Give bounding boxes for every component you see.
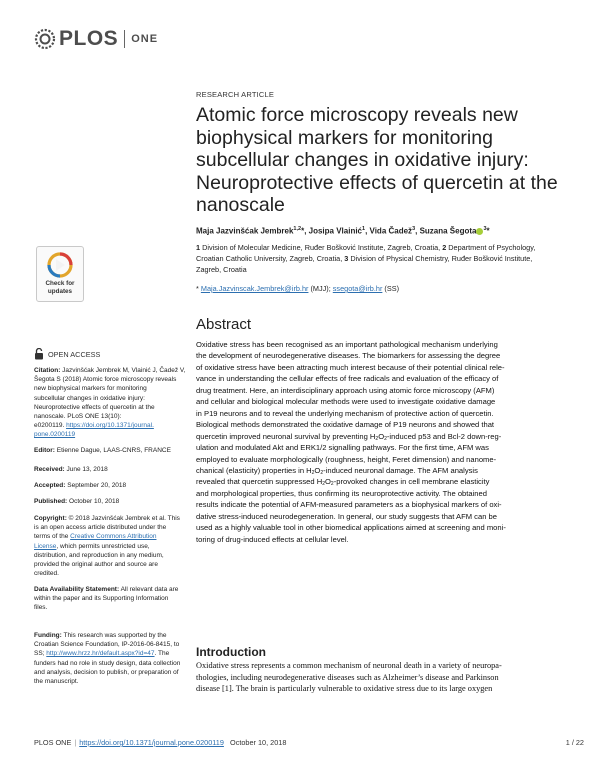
check-updates-icon [47,252,73,278]
title-line: Neuroprotective effects of quercetin at the [196,171,558,194]
author-list: Maja Jazvinšćak Jembrek$^{1,2}$*, Josipa Vlainić$^1$, Vida Čadež$^3$, Suzana Šegota $^3$* [196,226,490,236]
email-owner: (SS) [384,284,399,293]
citation-line: Šegota S (2018) Atomic force microscopy reveals [34,376,177,384]
accepted-date [34,481,180,490]
abstract-line: the development of neurodegenerative diseases. The biomarkers for assessing the degree [196,351,501,361]
copyright-line: provided the original author and source are [34,561,158,569]
author-affil-sup: 3 [412,226,416,232]
abstract-line: and morphological properties, thus confirming its neuroprotective activity. The obtained [196,488,487,498]
author-affil-sup: 1 [362,226,366,232]
abstract-line: ulation and modulated Akt and ERK1/2 signalling pathways. For the first time, AFM was [196,443,489,453]
intro-line: thologies, including neurodegenerative diseases such as Alzheimer’s disease and Parkinson [196,672,499,682]
affil-text: Croatian Catholic University, Zagreb, Croatia, [196,254,343,263]
published-value: October 10, 2018 [69,498,120,505]
published-date [34,497,180,506]
logo-divider [124,30,125,48]
open-access-badge [34,348,100,360]
affil-text: Division of Molecular Medicine, Ruđer Bošković Institute, Zagreb, Croatia, [202,243,441,252]
email-link[interactable]: ssegota@irb.hr [332,284,383,293]
abstract-line: chanical (elasticity) properties in $H_2O_2$-induced neuronal damage. The AFM analysis [196,465,478,476]
open-access-label: OPEN ACCESS [48,349,101,359]
abstract-text [196,339,576,545]
intro-line: disease [1]. The brain is particularly vulnerable to oxidative stress due to its large oxygen [196,684,493,693]
published-label: Published: [34,498,68,505]
license-link[interactable]: License [34,542,57,550]
received-label: Received: [34,466,65,473]
correspondence: * Maja.Jazvinscak.Jembrek@irb.hr (MJJ); ssegota@irb.hr (SS) [196,284,399,293]
abstract-line: results indicate the potential of AFM-measured parameters as a biophysical markers of oxi- [196,500,502,510]
funding-block [34,631,180,686]
funding-line: Croatian Science Foundation, IP-2016-06-8415, to [34,641,180,649]
data-availability-line: files. [34,604,48,612]
abstract-line: dative stress-induced neurodegeneration. In general, our study suggests that AFM can be [196,511,497,521]
abstract-line: toring of drug-induced effects at cellular level. [196,534,349,544]
affil-text: Zagreb, Croatia [196,265,247,274]
introduction-heading: Introduction [196,645,266,659]
abstract-line: employed to evaluate morphologically (roughness, height, Feret dimension) and nanome- [196,454,497,464]
footer-date: October 10, 2018 [230,738,287,747]
abstract-line: revealed that quercetin suppressed $H_2O_2$-provoked changes in cell membrane elasticity [196,477,490,488]
received-value: June 13, 2018 [66,466,108,473]
citation-line: nanoscale. PLoS ONE 13(10): [34,413,122,421]
citation-block [34,366,186,440]
article-title [196,104,586,217]
introduction-text [196,660,586,695]
copyright-label: Copyright: [34,515,67,522]
license-link[interactable]: Creative Commons Attribution [70,533,157,541]
logo-text: PLOS [59,27,119,50]
affil-number: 2 [442,243,447,252]
footer-journal: PLOS ONE [34,738,72,747]
plos-logo-icon [34,28,56,50]
corresponding-mark: * [301,226,305,236]
data-availability-block [34,585,180,613]
abstract-line: and cellular and biological molecular methods were used to investigate oxidative damage [196,397,496,407]
abstract-line: vance in understanding the cellular effects of free radicals and evaluation of the efficacy of [196,374,499,384]
accepted-label: Accepted: [34,482,66,489]
affil-text: Division of Physical Chemistry, Ruđer Bošković Institute, [350,254,533,263]
abstract-line: Oxidative stress has been recognised as an important pathological mechanism underlying [196,340,498,349]
funding-line: funders had no role in study design, data collection [34,659,181,667]
funding-label: Funding: [34,632,62,639]
page-number: 1 / 22 [565,738,584,747]
abstract-line: drug treatment. Here, an interdisciplinary approach using atomic force microscopy (AFM) [196,385,495,395]
citation-label: Citation: [34,367,61,374]
abstract-heading: Abstract [196,316,252,333]
author-affil-sup: 3 [483,226,487,232]
open-lock-icon [34,348,44,360]
funding-link[interactable]: http://www.hrzz.hr/default.aspx?id=47 [46,650,155,658]
author-affil-sup: 1,2 [293,226,302,232]
article-type: RESEARCH ARTICLE [196,90,275,99]
affil-number: 1 [196,243,201,252]
check-for-updates-badge[interactable] [36,246,84,302]
copyright-line: terms of the [34,533,69,541]
journal-logo[interactable] [34,28,158,50]
email-link[interactable]: Maja.Jazvinscak.Jembrek@irb.hr [200,284,309,293]
citation-line: Jazvinšćak Jembrek M, Vlainić J, Čadež V, [62,367,186,374]
editor-label: Editor: [34,447,55,454]
copyright-block [34,514,180,578]
received-date [34,465,180,474]
copyright-line: distribution, and reproduction in any medium, [34,551,164,559]
title-line: Atomic force microscopy reveals new [196,104,518,126]
funding-line: the manuscript. [34,678,79,686]
corresponding-mark: * [486,226,490,236]
author-name[interactable]: Vida Čadež [369,226,413,236]
journal-name: ONE [131,33,159,45]
funding-line: . The [154,650,170,658]
author-name[interactable]: Josipa Vlainić [308,226,362,236]
copyright-line: is an open access article distributed under the [34,524,167,532]
affil-number: 3 [344,254,349,263]
citation-line: Neuroprotective effects of quercetin at the [34,403,155,411]
footer-doi-link[interactable]: https://doi.org/10.1371/journal.pone.0200119 [79,738,224,747]
accepted-value: September 20, 2018 [67,482,127,489]
citation-line: e0200119. [34,422,65,430]
check-updates-label: Check for [45,280,75,287]
affil-text: Department of Psychology, [448,243,536,252]
data-availability-line: All relevant data are [119,586,179,593]
abstract-line: used as a highly valuable tool in other biomedical applications aimed at screening and moni- [196,523,506,533]
funding-line: This research was supported by the [61,632,167,639]
citation-line: new biophysical markers for monitoring [34,385,147,393]
abstract-line: quercetin improved neuronal survival by preventing $H_2O_2$-induced p53 and Bcl-2 down-reg- [196,431,502,442]
author-name[interactable]: Maja Jazvinšćak Jembrek [196,226,294,236]
citation-line: subcellular changes in oxidative injury: [34,394,145,402]
funding-line: SS; [34,650,45,658]
check-updates-label: updates [47,287,73,295]
intro-line: Oxidative stress represents a common mechanism of neuronal death in a variety of neuropa- [196,661,502,670]
copyright-line: credited. [34,570,59,578]
author-name[interactable]: Suzana Šegota [419,226,477,236]
copyright-line: , which permits unrestricted use, [56,542,150,550]
funding-line: and analysis, decision to publish, or preparation of [34,668,179,676]
abstract-line: Biological methods demonstrated the oxidative damage of P19 neurons and showed that [196,420,495,430]
affiliations [196,242,576,275]
editor-value: Etienne Dague, LAAS-CNRS, FRANCE [56,447,171,454]
abstract-line: of oxidative stress have been attracting much interest because of their potential clinical rele- [196,362,505,372]
title-line: nanoscale [196,194,285,216]
data-availability-label: Data Availability Statement: [34,586,120,593]
editor-info [34,446,180,455]
title-line: biophysical markers for monitoring [196,126,493,149]
doi-link[interactable]: pone.0200119 [34,431,76,439]
copyright-line: © 2018 Jazvinšćak Jembrek et al. This [68,515,180,522]
abstract-line: in P19 neurons and to reveal the underlying mechanism of protective action of quercetin. [196,408,494,418]
title-line: subcellular changes in oxidative injury: [196,149,529,171]
email-owner: (MJJ); [310,284,331,293]
doi-link[interactable]: https://doi.org/10.1371/journal. [66,422,154,430]
data-availability-line: within the paper and its Supporting Information [34,595,169,603]
